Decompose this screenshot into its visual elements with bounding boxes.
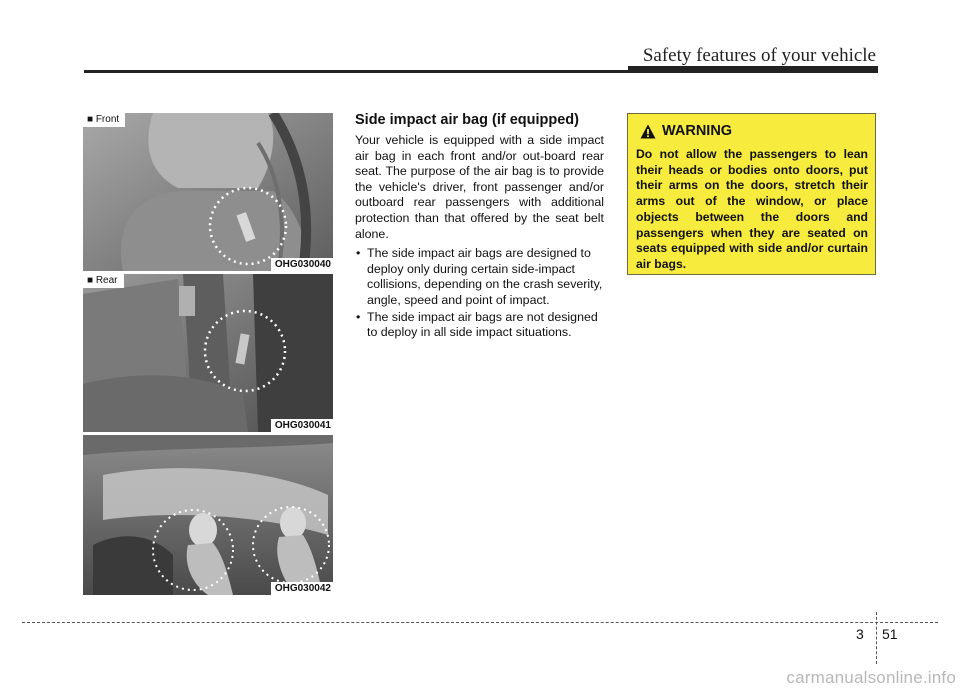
- warning-triangle-icon: [640, 124, 656, 139]
- figure-rear-seat: [83, 274, 333, 432]
- figure-cabin-airbags: [83, 435, 333, 595]
- front-seat-illustration: [83, 113, 333, 271]
- bullet-item: • The side impact air bags are not designed to deploy in all side impact situations.: [355, 310, 604, 341]
- warning-text: Do not allow the passengers to lean their heads or bodies onto doors, put their arms on the doors, stretch their arms out of the window, or place objects between the doors and passengers when they are seated on seats equipped with side and/or curtain air bags.: [636, 147, 868, 271]
- figure-code: OHG030042: [271, 582, 333, 595]
- cabin-airbag-illustration: [83, 435, 333, 595]
- bullet-item: • The side impact air bags are designed to deploy only during certain side-impact collisions, depending on the crash severity, angle, speed and point of impact.: [355, 246, 604, 308]
- section-paragraph: Your vehicle is equipped with a side impact air bag in each front and/or out-board rear seat. The purpose of the air bag is to provide the vehicle's driver, front passenger and/or outboard rear passengers with additional protection than that offered by the seat belt alone.: [355, 133, 604, 241]
- watermark: carmanualsonline.info: [786, 668, 956, 687]
- section-title: Side impact air bag (if equipped): [355, 112, 579, 128]
- header-title: Safety features of your vehicle: [642, 45, 876, 66]
- footer-rule: [22, 622, 938, 623]
- figure-label: ■ Rear: [83, 274, 124, 288]
- warning-title: WARNING: [662, 123, 733, 139]
- bullet-list: [355, 246, 604, 341]
- figure-code: OHG030040: [271, 258, 333, 271]
- figure-code: OHG030041: [271, 419, 333, 432]
- page-chapter: 3: [856, 626, 864, 642]
- header-rule-accent: [628, 66, 878, 72]
- footer-divider: [876, 612, 877, 664]
- rear-seat-illustration: [83, 274, 333, 432]
- figure-label: ■ Front: [83, 113, 125, 127]
- figure-front-seat: [83, 113, 333, 271]
- warning-header: [640, 123, 732, 139]
- section-body: [355, 133, 604, 342]
- warning-box: [627, 113, 876, 275]
- page-number: 51: [882, 626, 898, 642]
